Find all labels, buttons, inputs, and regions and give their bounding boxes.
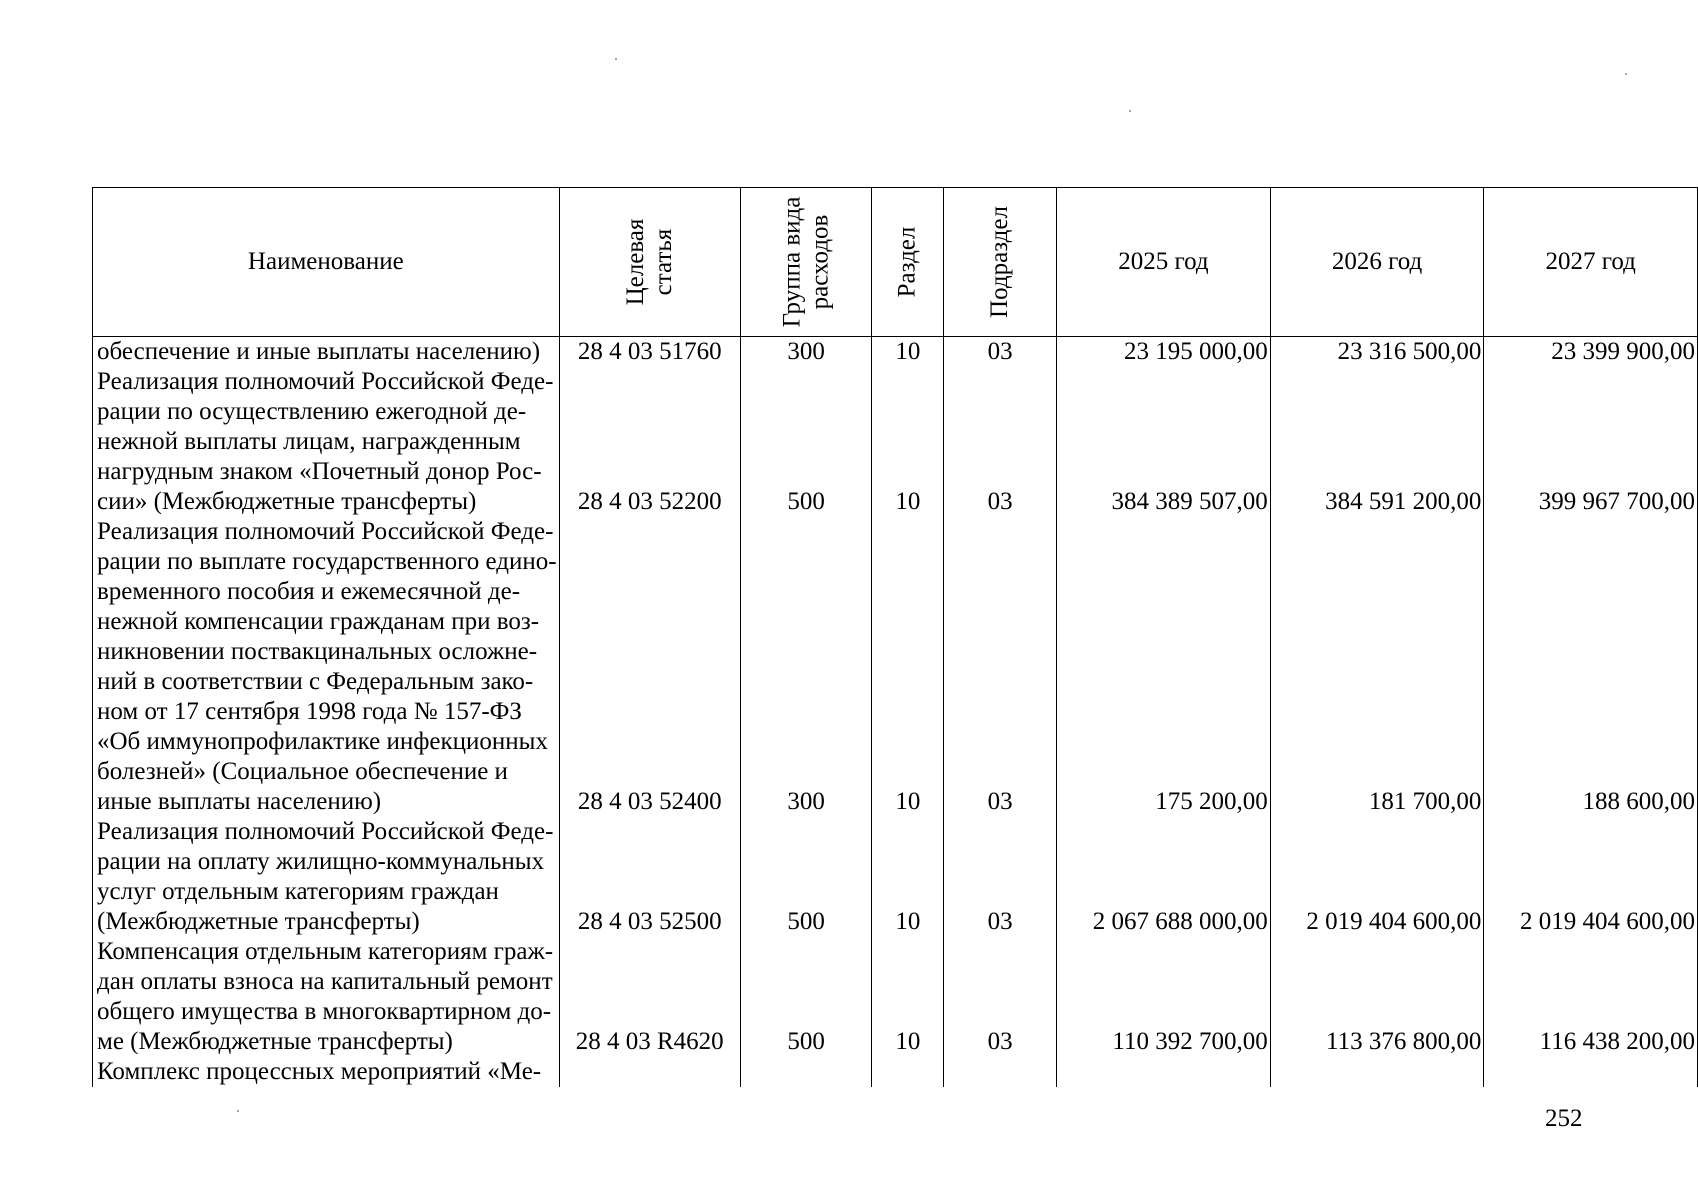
row-name-line: Комплекс процессных мероприятий «Ме- [97,1058,542,1085]
row-expense-group: 500 [740,937,872,1057]
row-name-line: «Об иммунопрофилактике инфекционных [97,728,548,755]
header-expense-group-line2: расходов [806,214,834,309]
row-amount-2027: 399 967 700,00 [1484,367,1698,517]
row-name [93,337,560,368]
row-name-line: нежной компенсации гражданам при воз- [97,608,540,635]
row-name [93,817,560,937]
row-amount-2027: 116 438 200,00 [1484,937,1698,1057]
row-expense-group [740,1057,872,1087]
row-target-article: 28 4 03 52400 [559,517,740,817]
row-amount-2025: 2 067 688 000,00 [1057,817,1271,937]
row-name [93,517,560,817]
row-name-line: рации на оплату жилищно-коммунальных [97,848,545,875]
header-year-2025: 2025 год [1057,188,1271,337]
header-section [872,188,944,337]
table-row-continuation [93,1057,1698,1087]
scan-speck [237,1110,239,1112]
row-name-line: (Межбюджетные трансферты) [97,908,420,935]
row-amount-2025: 384 389 507,00 [1057,367,1271,517]
page-number: 252 [1545,1105,1583,1132]
header-target-article-text: Целевая статья [621,218,677,305]
row-name-line: Компенсация отдельным категориям граж- [97,938,554,965]
row-subsection: 03 [944,337,1057,368]
row-name-line: сии» (Межбюджетные трансферты) [97,488,477,515]
row-section: 10 [872,517,944,817]
row-name-line: обеспечение и иные выплаты населению) [97,338,541,365]
row-amount-2026: 384 591 200,00 [1270,367,1484,517]
header-name: Наименование [93,188,560,337]
row-name-line: Реализация полномочий Российской Феде- [97,518,554,545]
row-target-article: 28 4 03 51760 [559,337,740,368]
row-expense-group: 500 [740,817,872,937]
row-section: 10 [872,817,944,937]
row-amount-2026: 2 019 404 600,00 [1270,817,1484,937]
table-row [93,517,1698,817]
row-name-line: временного пособия и ежемесячной де- [97,578,521,605]
row-name-line: общего имущества в многоквартирном до- [97,998,552,1025]
row-name-line: услуг отдельным категориям граждан [97,878,499,905]
header-subsection-text: Подраздел [986,206,1014,318]
row-name [93,367,560,517]
header-year-2027: 2027 год [1484,188,1698,337]
row-amount-2027: 188 600,00 [1484,517,1698,817]
row-name-line: нежной выплаты лицам, награжденным [97,428,521,455]
row-target-article: 28 4 03 R4620 [559,937,740,1057]
row-amount-2025 [1057,1057,1271,1087]
scan-speck [615,58,617,60]
row-amount-2027 [1484,1057,1698,1087]
row-subsection: 03 [944,517,1057,817]
row-name-line: рации по осуществлению ежегодной де- [97,398,527,425]
header-year-2026: 2026 год [1270,188,1484,337]
scan-speck [1129,110,1131,112]
row-name-line: дан оплаты взноса на капитальный ремонт [97,968,553,995]
budget-allocation-table [92,187,1698,1087]
table-header-row [93,188,1698,337]
table-row [93,337,1698,368]
row-amount-2025: 175 200,00 [1057,517,1271,817]
row-expense-group: 300 [740,517,872,817]
row-amount-2026: 23 316 500,00 [1270,337,1484,368]
row-name [93,937,560,1057]
row-target-article [559,1057,740,1087]
row-name-line: ном от 17 сентября 1998 года № 157-ФЗ [97,698,522,725]
header-expense-group-line1: Группа вида [778,196,806,327]
row-amount-2027: 23 399 900,00 [1484,337,1698,368]
row-name-line: иные выплаты населению) [97,788,382,815]
row-name-line: никновении поствакцинальных осложне- [97,638,538,665]
row-section [872,1057,944,1087]
row-expense-group: 500 [740,367,872,517]
scan-speck [1625,73,1627,75]
row-amount-2026 [1270,1057,1484,1087]
row-name-line: болезней» (Социальное обеспечение и [97,758,508,785]
row-amount-2026: 181 700,00 [1270,517,1484,817]
row-name [93,1057,560,1087]
row-amount-2026: 113 376 800,00 [1270,937,1484,1057]
row-section: 10 [872,937,944,1057]
row-subsection: 03 [944,367,1057,517]
row-name-line: ний в соответствии с Федеральным зако- [97,668,534,695]
row-expense-group: 300 [740,337,872,368]
header-subsection [944,188,1057,337]
row-amount-2027: 2 019 404 600,00 [1484,817,1698,937]
row-target-article: 28 4 03 52200 [559,367,740,517]
table-row [93,817,1698,937]
row-name-line: ме (Межбюджетные трансферты) [97,1028,453,1055]
header-expense-group [740,188,872,337]
row-name-line: нагрудным знаком «Почетный донор Рос- [97,458,542,485]
row-subsection [944,1057,1057,1087]
table-row [93,367,1698,517]
table-row [93,937,1698,1057]
row-amount-2025: 23 195 000,00 [1057,337,1271,368]
row-subsection: 03 [944,817,1057,937]
row-name-line: Реализация полномочий Российской Феде- [97,818,554,845]
row-name-line: Реализация полномочий Российской Феде- [97,368,554,395]
row-section: 10 [872,337,944,368]
row-target-article: 28 4 03 52500 [559,817,740,937]
header-section-text: Раздел [893,226,921,298]
row-name-line: рации по выплате государственного едино- [97,548,557,575]
row-section: 10 [872,367,944,517]
row-amount-2025: 110 392 700,00 [1057,937,1271,1057]
header-target-article [559,188,740,337]
row-subsection: 03 [944,937,1057,1057]
